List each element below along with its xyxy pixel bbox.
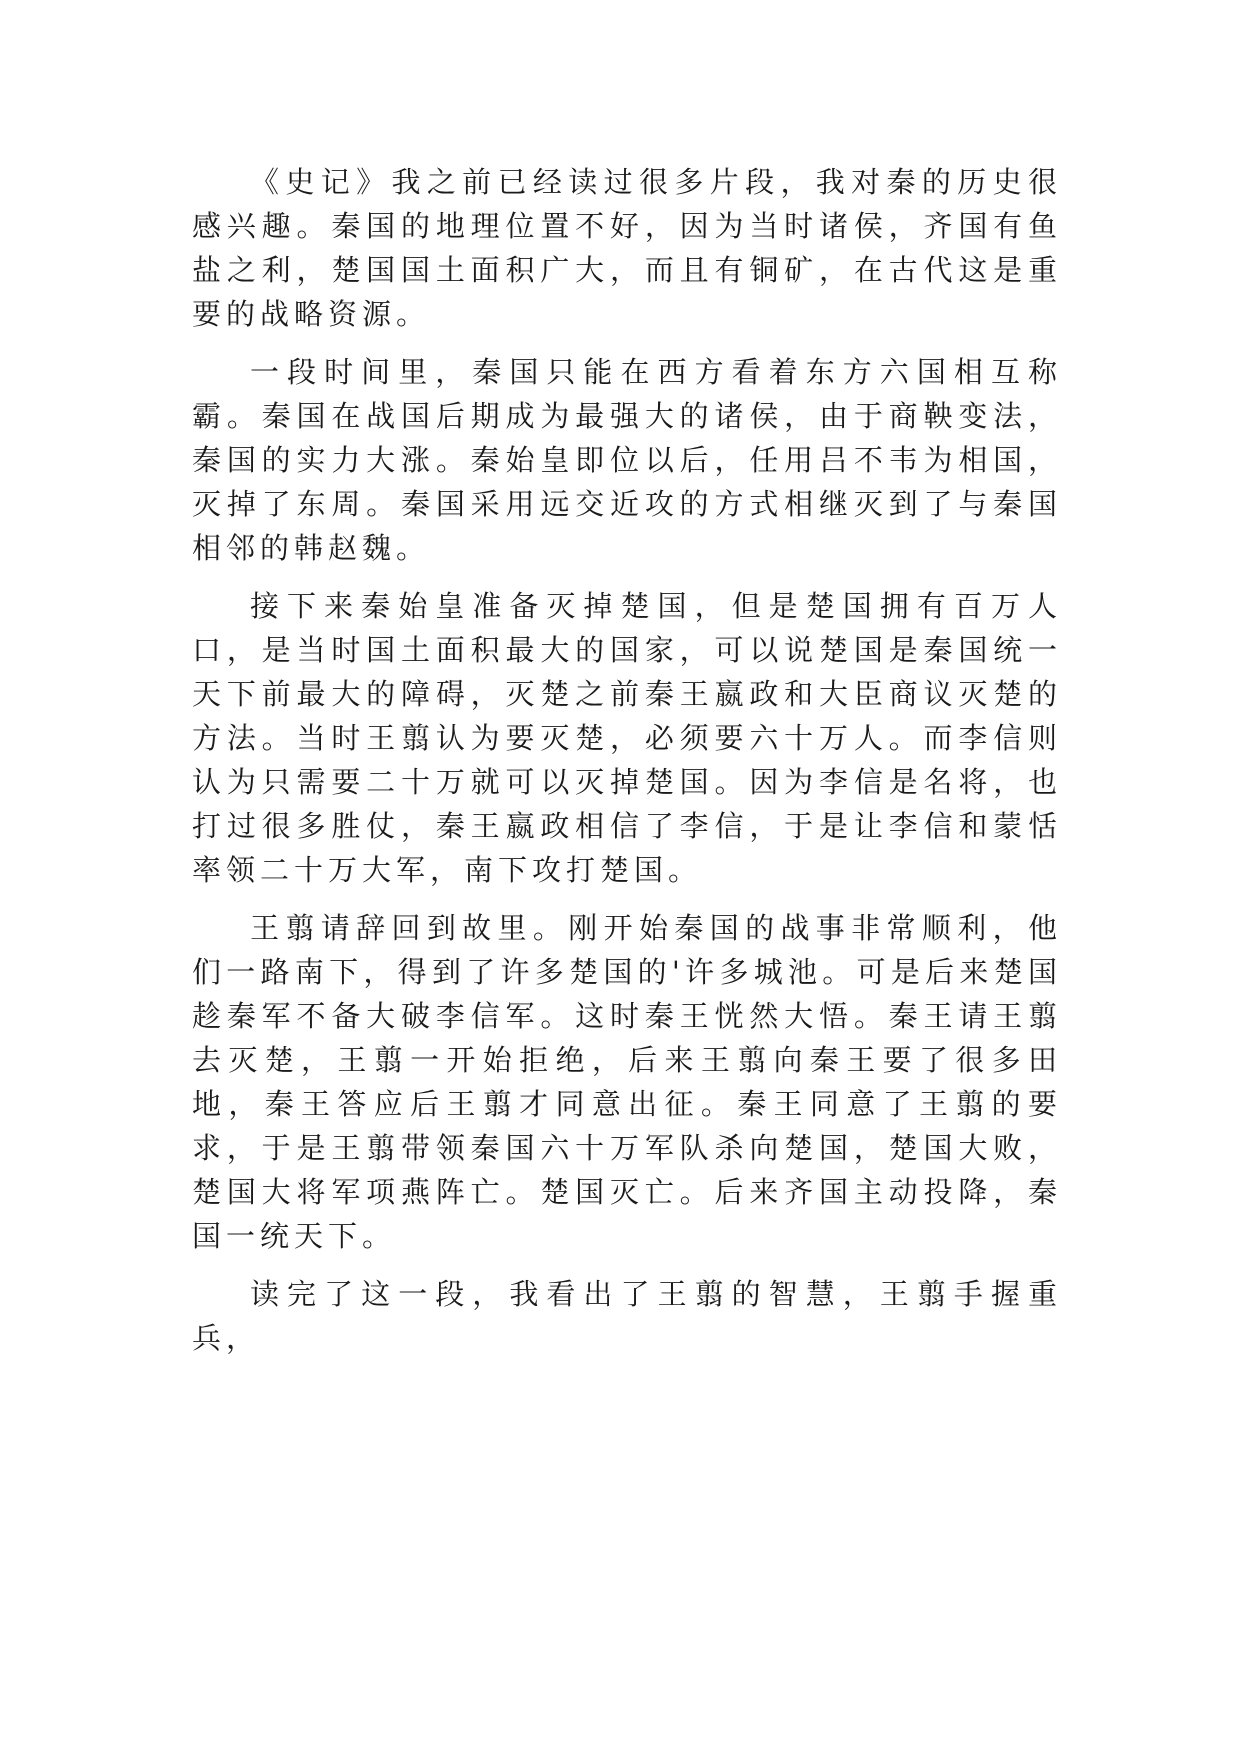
paragraph-1: 《史记》我之前已经读过很多片段，我对秦的历史很感兴趣。秦国的地理位置不好，因为当时诸侯，齐国有鱼盐之利，楚国国土面积广大，而且有铜矿，在古代这是重要的战略资源。 <box>192 165 1062 331</box>
paragraph-5: 读完了这一段，我看出了王翦的智慧，王翦手握重兵， <box>192 1277 1062 1355</box>
paragraph-2: 一段时间里，秦国只能在西方看着东方六国相互称霸。秦国在战国后期成为最强大的诸侯，由于商鞅变法，秦国的实力大涨。秦始皇即位以后，任用吕不韦为相国，灭掉了东周。秦国采用远交近攻的方式相继灭到了与秦国相邻的韩赵魏。 <box>192 355 1062 565</box>
paragraph-4: 王翦请辞回到故里。刚开始秦国的战事非常顺利，他们一路南下，得到了许多楚国的'许多城池。可是后来楚国趁秦军不备大破李信军。这时秦王恍然大悟。秦王请王翦去灭楚，王翦一开始拒绝，后来王翦向秦王要了很多田地，秦王答应后王翦才同意出征。秦王同意了王翦的要求，于是王翦带领秦国六十万军队杀向楚国，楚国大败，楚国大将军项燕阵亡。楚国灭亡。后来齐国主动投降，秦国一统天下。 <box>192 911 1062 1253</box>
paragraph-3: 接下来秦始皇准备灭掉楚国，但是楚国拥有百万人口，是当时国土面积最大的国家，可以说楚国是秦国统一天下前最大的障碍，灭楚之前秦王嬴政和大臣商议灭楚的方法。当时王翦认为要灭楚，必须要六十万人。而李信则认为只需要二十万就可以灭掉楚国。因为李信是名将，也打过很多胜仗，秦王嬴政相信了李信，于是让李信和蒙恬率领二十万大军，南下攻打楚国。 <box>192 589 1062 887</box>
document-body <box>192 160 1062 1374</box>
